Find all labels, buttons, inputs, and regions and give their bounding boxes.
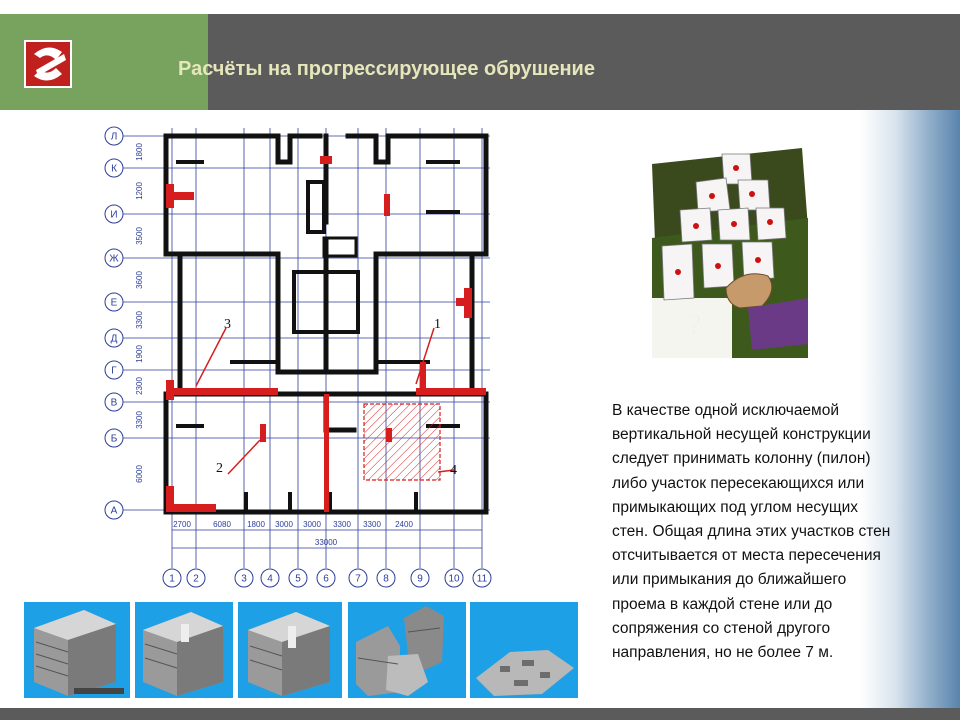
- row-axis-label: Л: [110, 131, 118, 143]
- text-line: примыкающих под углом несущих: [612, 498, 859, 516]
- plan-marker: 4: [450, 463, 457, 478]
- column-axis-label: 3: [241, 573, 247, 585]
- svg-text:?: ?: [688, 308, 702, 341]
- row-axis-label: И: [110, 209, 118, 221]
- text-line: В качестве одной исключаемой: [612, 402, 839, 419]
- column-dimension: 3300: [363, 520, 381, 529]
- floor-plan: [98, 122, 498, 590]
- row-dimension: 3500: [135, 227, 144, 245]
- collapse-stage-thumbnail-3: [238, 602, 342, 698]
- column-axis-label: 7: [355, 573, 361, 585]
- text-line: следует принимать колонну (пилон): [612, 450, 871, 468]
- column-dimension: 2700: [173, 520, 191, 529]
- column-dimension: 2400: [395, 520, 413, 529]
- column-axis-label: 11: [476, 573, 488, 585]
- column-dimension: 6080: [213, 520, 231, 529]
- text-line: проема в каждой стене или до: [612, 595, 833, 613]
- row-dimension: 1800: [135, 143, 144, 161]
- collapse-stage-thumbnail-5: [470, 602, 578, 698]
- text-line: стен. Общая длина этих участков стен: [612, 523, 891, 541]
- plan-marker: 3: [224, 317, 231, 332]
- row-dimension: 1900: [135, 345, 144, 363]
- column-axis-label: 8: [383, 573, 389, 585]
- text-line: или примыкания до ближайшего: [612, 571, 847, 589]
- row-axis-label: В: [110, 397, 118, 409]
- plan-marker: 2: [216, 461, 223, 476]
- total-dimension: 33000: [314, 538, 338, 547]
- column-axis-label: 10: [448, 573, 460, 585]
- column-dimension: 3000: [275, 520, 293, 529]
- column-axis-label: 9: [417, 573, 423, 585]
- text-line: отсчитывается от места пересечения: [612, 547, 881, 565]
- logo-icon: [24, 40, 72, 88]
- column-axis-label: 5: [295, 573, 301, 585]
- row-axis-label: Д: [110, 333, 118, 345]
- column-dimension: 3000: [303, 520, 321, 529]
- row-axis-label: Ж: [109, 253, 119, 265]
- row-axis-label: К: [111, 163, 117, 175]
- collapse-stage-thumbnail-1: [24, 602, 130, 698]
- text-line: направления, но не более 7 м.: [612, 644, 834, 662]
- column-dimension: 1800: [247, 520, 265, 529]
- row-dimension: 2300: [135, 377, 144, 395]
- text-line: либо участок пересекающихся или: [612, 474, 865, 492]
- bottom-bar: [0, 708, 960, 720]
- row-axis-label: А: [110, 505, 118, 517]
- column-axis-label: 1: [169, 573, 175, 585]
- row-dimension: 6000: [135, 465, 144, 483]
- column-dimension: 3300: [333, 520, 351, 529]
- column-axis-label: 4: [267, 573, 273, 585]
- page-title: Расчёты на прогрессирующее обрушение: [178, 58, 595, 80]
- collapse-stage-thumbnail-2: [135, 602, 233, 698]
- body-text: [612, 399, 922, 665]
- row-dimension: 3300: [135, 411, 144, 429]
- text-line: сопряжения со стеной другого: [612, 619, 831, 637]
- column-axis-label: 6: [323, 573, 329, 585]
- plan-marker: 1: [434, 317, 441, 332]
- row-axis-label: Г: [111, 365, 117, 377]
- text-line: вертикальной несущей конструкции: [612, 426, 871, 444]
- row-axis-label: Б: [110, 433, 118, 445]
- row-axis-label: Е: [110, 297, 118, 309]
- collapse-stage-thumbnail-4: [348, 602, 466, 698]
- top-strip: [0, 0, 960, 12]
- row-dimension: 3600: [135, 271, 144, 289]
- row-dimension: 3300: [135, 311, 144, 329]
- column-axis-label: 2: [193, 573, 199, 585]
- card-house-illustration: [652, 148, 808, 358]
- row-dimension: 1200: [135, 182, 144, 200]
